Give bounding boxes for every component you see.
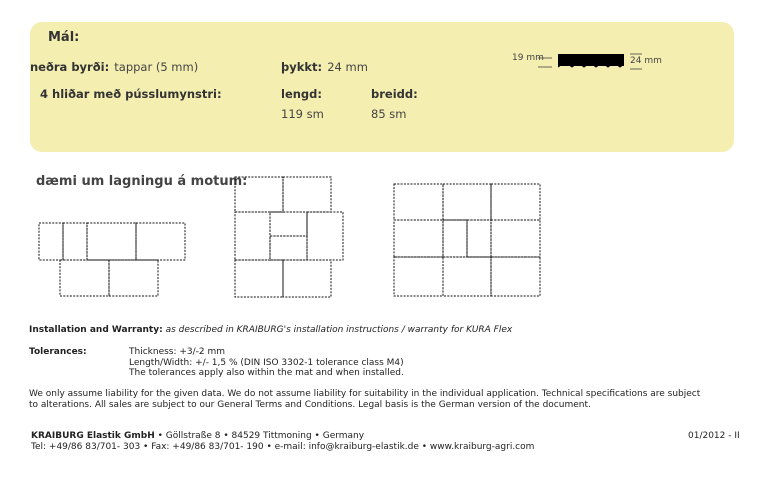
company-address: • Göllstraße 8 • 84529 Tittmoning • Germany (154, 431, 365, 441)
installation-label: Installation and Warranty: (29, 325, 163, 335)
thickness-label: þykkt: (281, 60, 323, 74)
tolerance-length-width: Length/Width: +/- 1,5 % (DIN ISO 3302-1 tolerance class M4) (129, 357, 404, 368)
dimensions-title: Mál: (48, 30, 80, 45)
profile-right-label: 24 mm (630, 56, 662, 66)
pattern-2-diagram (235, 177, 343, 297)
liability-text: We only assume liability for the given data. We do not assume liability for suitability in the individual application. Technical specifications are subject to alterations. All sales are subject to our General Terms and Conditions. Legal basis is the German version of the document. (29, 389, 701, 410)
width-label: breidd: (371, 87, 418, 101)
installation-text: as described in KRAIBURG's installation instructions / warranty for KURA Flex (165, 325, 513, 335)
document-version: 01/2012 - II (688, 431, 740, 441)
length-value: 119 sm (281, 107, 324, 121)
pattern-3-diagram (394, 184, 540, 296)
laying-examples-title: dæmi um lagningu á motum: (36, 174, 248, 189)
length-label: lengd: (281, 87, 322, 101)
company-contact: Tel: +49/86 83/701- 303 • Fax: +49/86 83/701- 190 • e-mail: info@kraiburg-elastik.de • www.kraiburg-agri.com (31, 442, 535, 452)
installation-row (29, 325, 512, 335)
tolerances-details (129, 347, 404, 379)
profile-left-label: 19 mm (512, 53, 544, 63)
footer-address (31, 431, 534, 453)
bottom-side-value: tappar (5 mm) (114, 60, 199, 74)
company-name: KRAIBURG Elastik GmbH (31, 431, 155, 441)
width-value: 85 sm (371, 107, 407, 121)
tolerance-thickness: Thickness: +3/-2 mm (129, 347, 226, 357)
bottom-side-label: neðra byrði: (30, 60, 110, 74)
tolerances-label: Tolerances: (29, 347, 87, 357)
pattern-1-diagram (39, 223, 185, 296)
tolerance-note: The tolerances apply also within the mat and when installed. (129, 368, 404, 378)
thickness-value: 24 mm (327, 60, 368, 74)
sides-label: 4 hliðar með pússlumynstri: (40, 87, 222, 101)
